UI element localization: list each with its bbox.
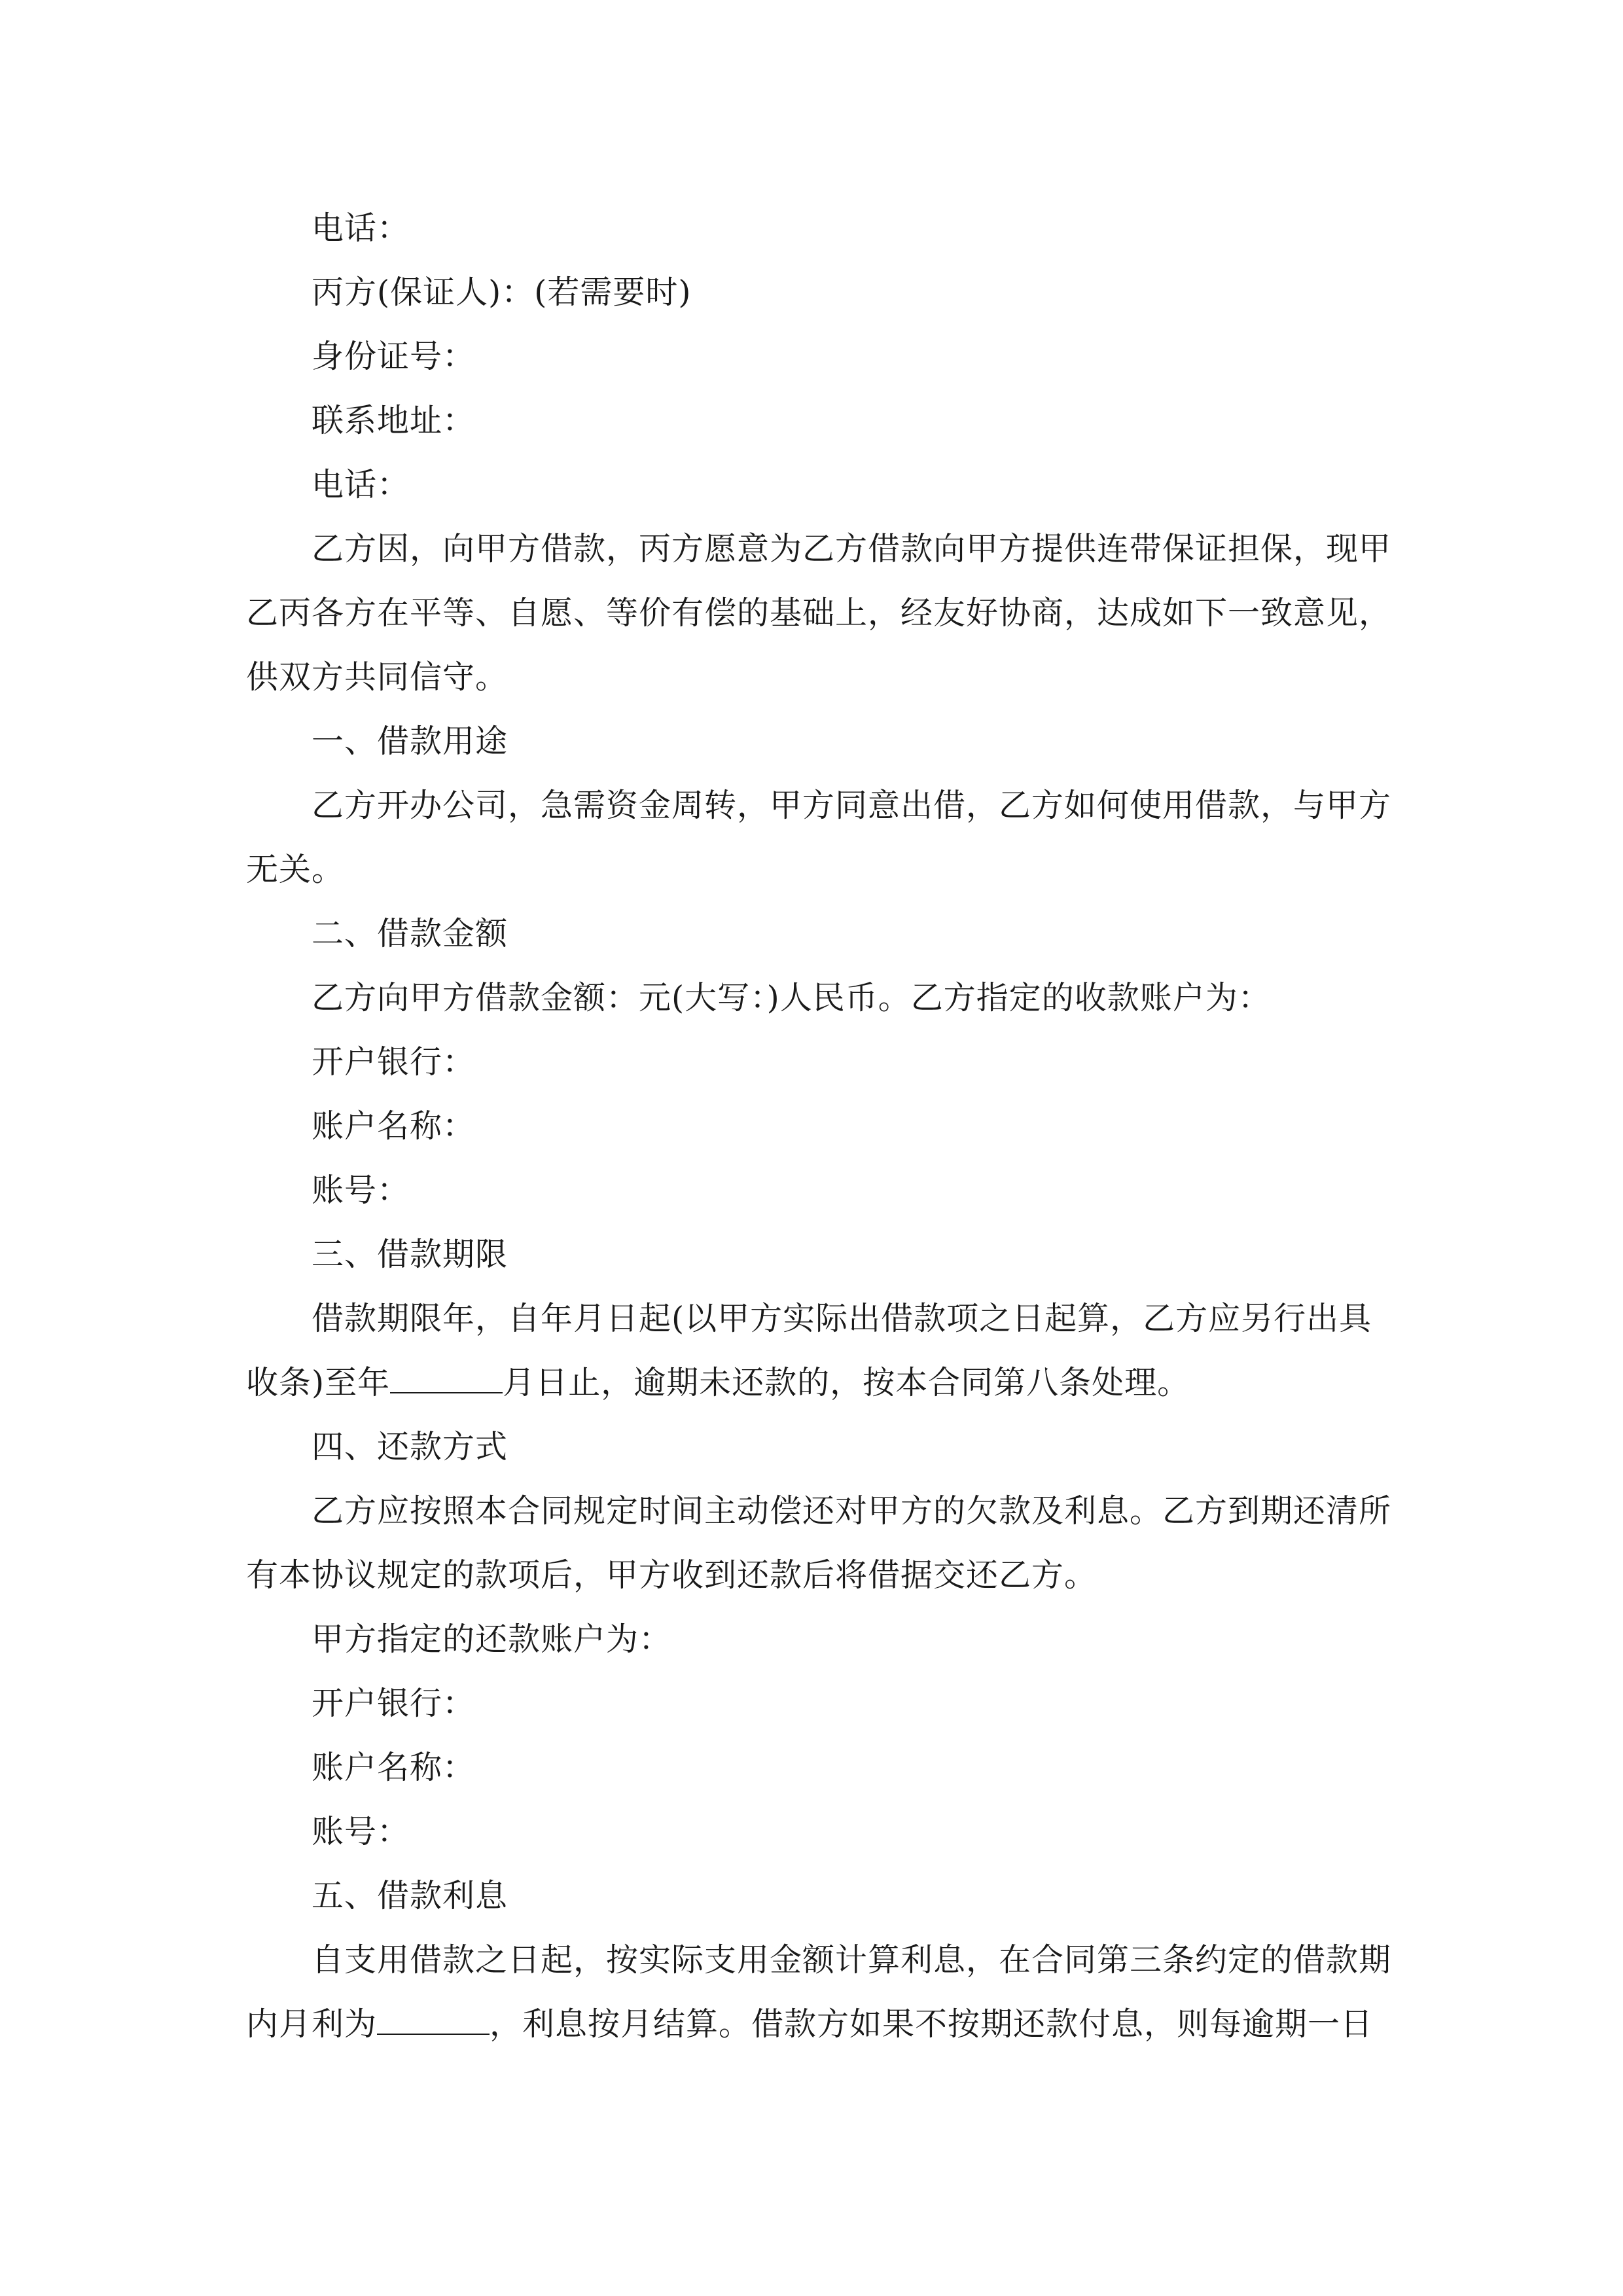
intro-paragraph — [246, 517, 1398, 709]
intro-row-1: 乙方因，向甲方借款，丙方愿意为乙方借款向甲方提供连带保证担保，现甲 — [312, 530, 1392, 567]
fill-in-blank — [377, 2011, 490, 2035]
intro-row-2: 乙丙各方在平等、自愿、等价有偿的基础上，经友好协商，达成如下一致意见， — [246, 594, 1392, 632]
fill-in-blank — [390, 1370, 503, 1393]
section-2-heading: 二、借款金额 — [312, 915, 508, 952]
section-5-row-1: 自支用借款之日起，按实际支用金额计算利息，在合同第三条约定的借款期 — [312, 1941, 1392, 1979]
repayment-account-line: 甲方指定的还款账户为： — [312, 1621, 672, 1658]
receiving-bank-line: 开户银行： — [312, 1043, 476, 1081]
section-4-paragraph — [246, 1479, 1398, 1607]
section-5-row-2-end: ，利息按月结算。借款方如果不按期还款付息，则每逾期一日 — [490, 2005, 1374, 2043]
guarantor-line: 丙方(保证人)：(若需要时) — [312, 274, 692, 311]
section-3-paragraph — [246, 1287, 1398, 1415]
repayment-account-number-line: 账号： — [312, 1813, 410, 1850]
section-5-paragraph — [246, 1928, 1398, 2056]
repayment-account-name-line: 账户名称： — [312, 1749, 476, 1786]
section-5-row-2 — [246, 1992, 1398, 2056]
section-1-row-2: 无关。 — [246, 851, 345, 888]
section-5-heading: 五、借款利息 — [312, 1877, 508, 1914]
section-1-heading: 一、借款用途 — [312, 723, 508, 760]
phone-line-2: 电话： — [312, 466, 410, 503]
section-3-row-2-end: 月日止，逾期未还款的，按本合同第八条处理。 — [503, 1364, 1190, 1401]
section-4-row-2: 有本协议规定的款项后，甲方收到还款后将借据交还乙方。 — [246, 1556, 1097, 1594]
address-line: 联系地址： — [312, 402, 476, 439]
repayment-bank-line: 开户银行： — [312, 1685, 476, 1722]
phone-line-1: 电话： — [312, 209, 410, 247]
receiving-account-name-line: 账户名称： — [312, 1107, 476, 1145]
section-3-row-2 — [246, 1351, 1398, 1415]
receiving-account-number-line: 账号： — [312, 1172, 410, 1209]
section-4-heading: 四、还款方式 — [312, 1428, 508, 1465]
section-3-heading: 三、借款期限 — [312, 1236, 508, 1273]
intro-row-3: 供双方共同信守。 — [246, 658, 508, 696]
id-number-line: 身份证号： — [312, 338, 476, 375]
section-1-row-1: 乙方开办公司，急需资金周转，甲方同意出借，乙方如何使用借款，与甲方 — [312, 787, 1392, 824]
section-5-row-2-start: 内月利为 — [246, 2005, 378, 2043]
loan-amount-line: 乙方向甲方借款金额：元(大写：)人民币。乙方指定的收款账户为： — [312, 979, 1271, 1016]
section-3-row-2-start: 收条)至年 — [246, 1364, 391, 1401]
document-body — [246, 196, 1398, 2056]
section-1-paragraph — [246, 774, 1398, 902]
section-4-row-1: 乙方应按照本合同规定时间主动偿还对甲方的欠款及利息。乙方到期还清所 — [312, 1492, 1392, 1530]
section-3-row-1: 借款期限年，自年月日起(以甲方实际出借款项之日起算，乙方应另行出具 — [312, 1300, 1372, 1337]
